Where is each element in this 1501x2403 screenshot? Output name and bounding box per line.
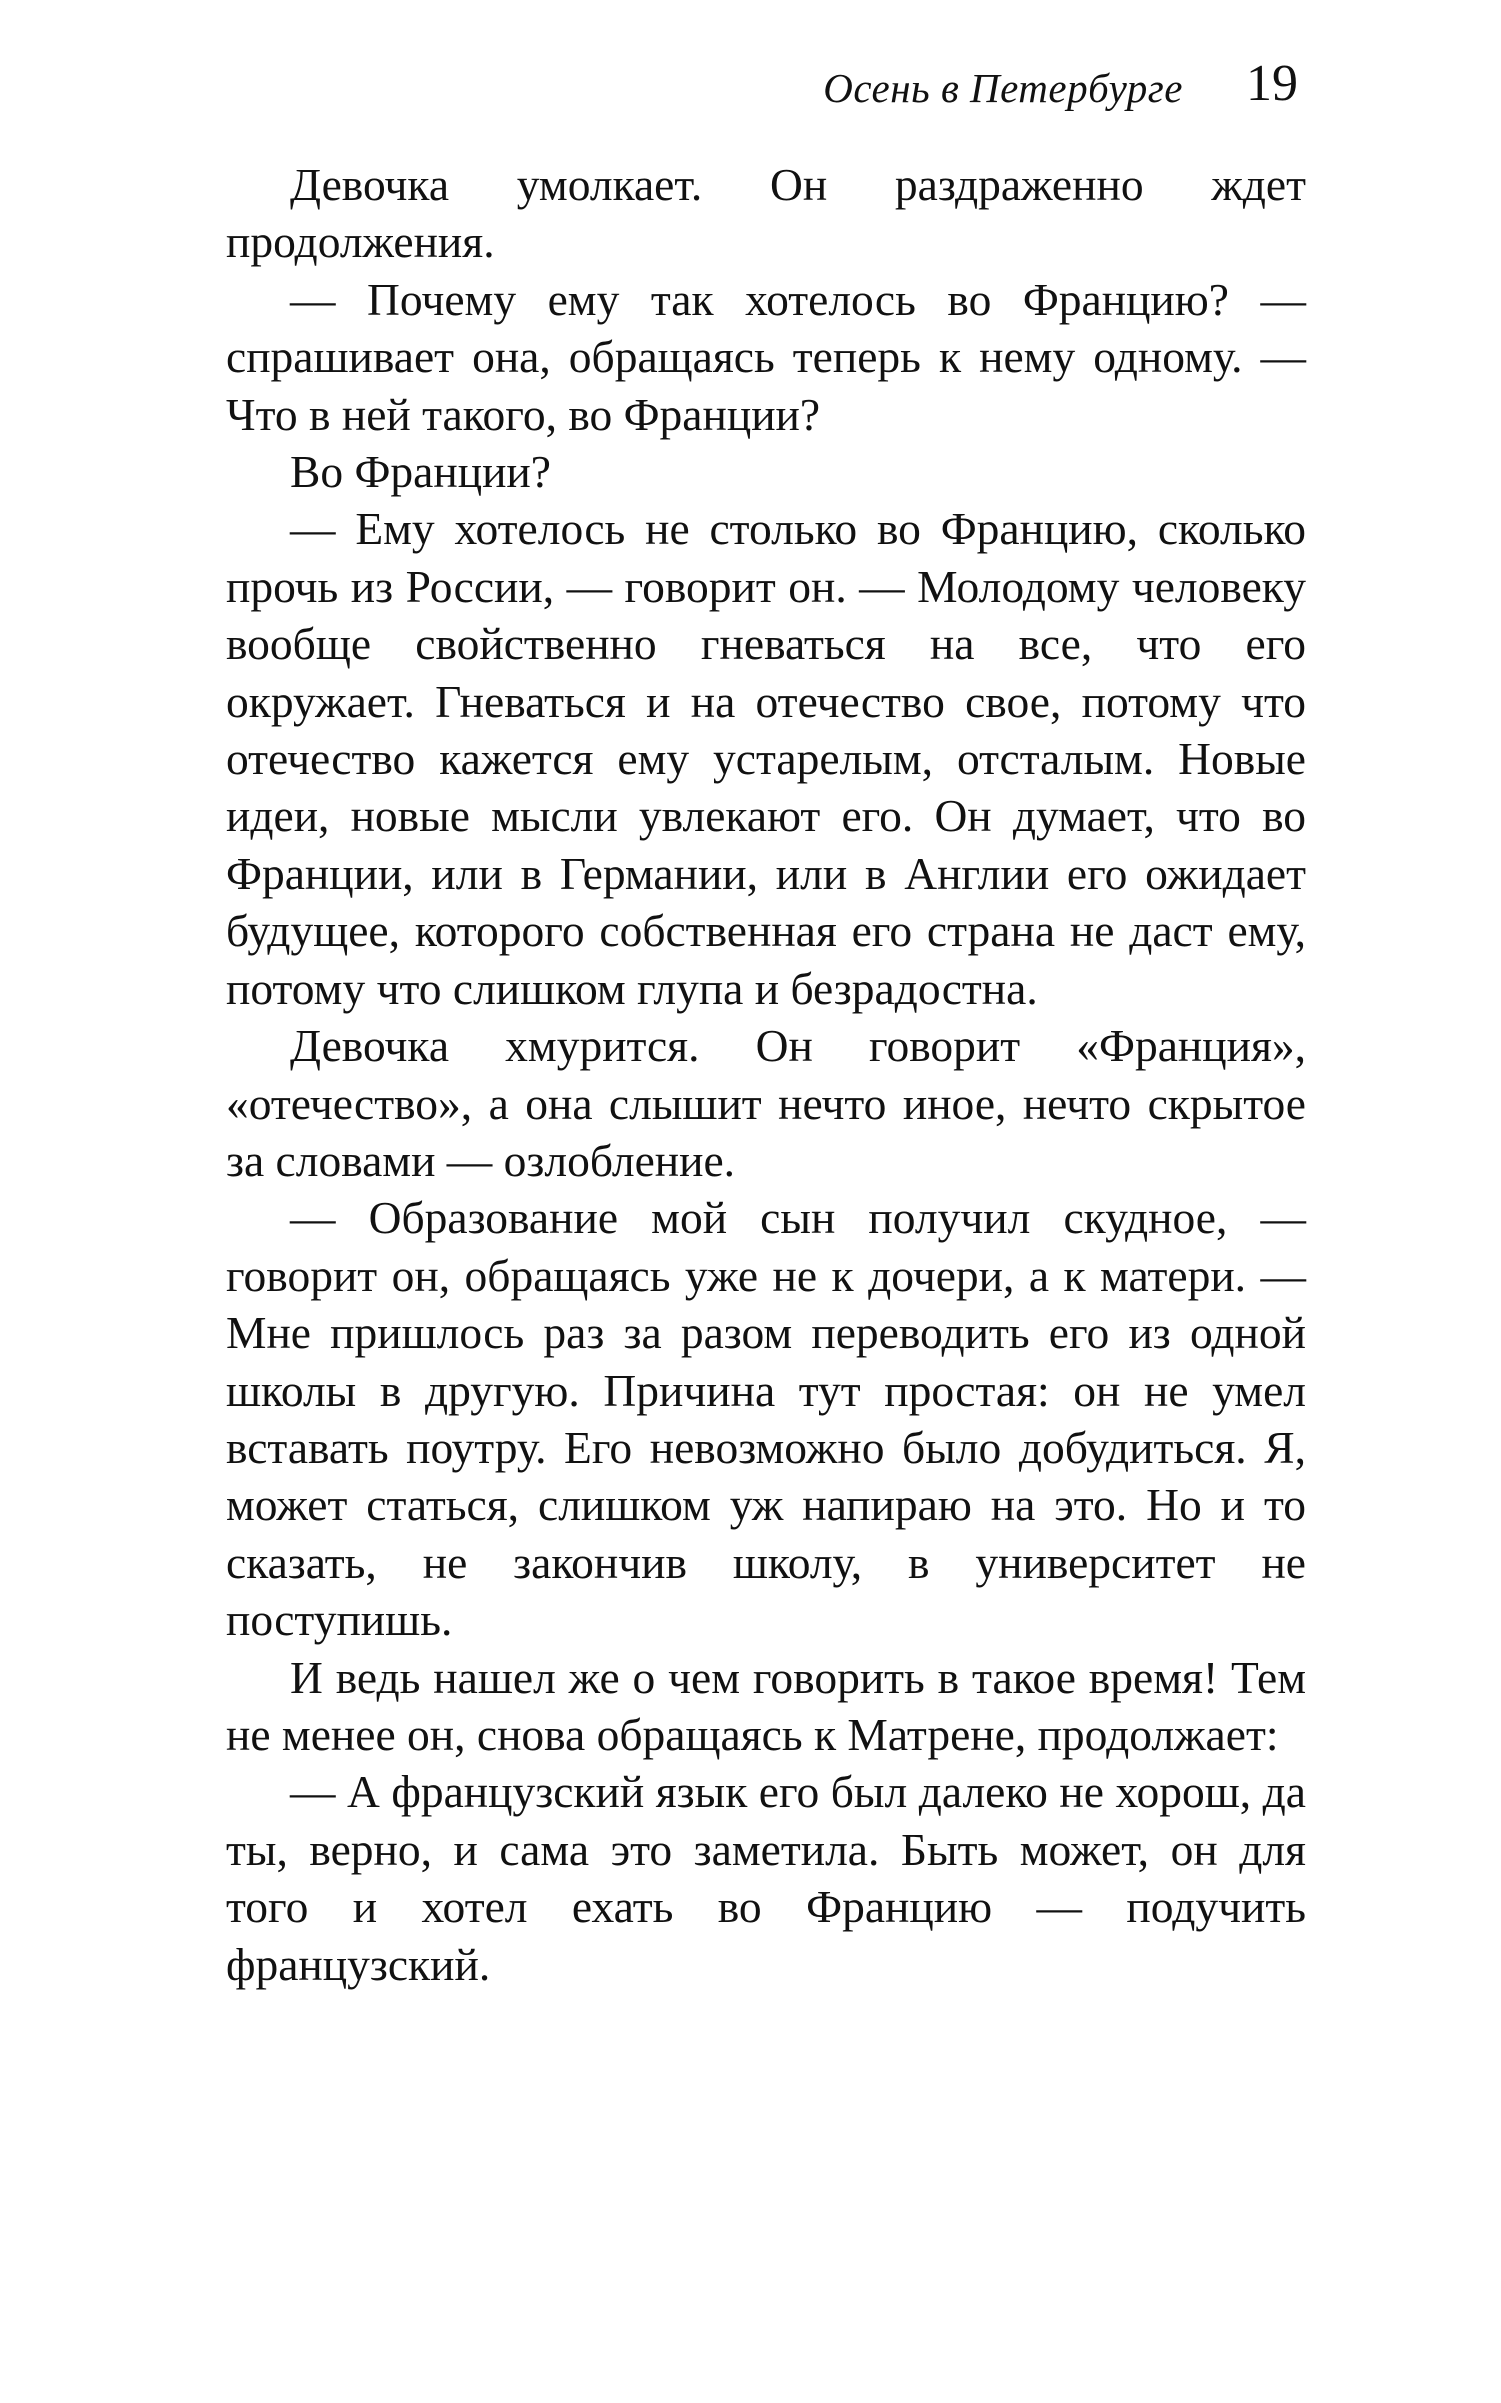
paragraph: — Ему хотелось не столько во Францию, сколько прочь из России, — говорит он. — Молодому человеку вообще свойственно гневаться на все, что его окружает. Гневаться и на отечество свое, потому что отечество кажется ему устарелым, отсталым. Новые идеи, новые мысли увлекают его. Он думает, что во Франции, или в Германии, или в Англии его ожидает будущее, которого собственная его страна не даст ему, потому что слишком глупа и безрадостна. xyxy=(226,503,1306,1014)
running-head xyxy=(226,54,1306,124)
paragraph: — А французский язык его был далеко не хорош, да ты, верно, и сама это заметила. Быть может, он для того и хотел ехать во Францию — подучить французский. xyxy=(226,1766,1306,1990)
page-number: 19 xyxy=(1246,55,1298,112)
paragraph: Во Франции? xyxy=(290,446,551,498)
paragraph: Девочка хмурится. Он говорит «Франция», «отечество», а она слышит нечто иное, нечто скрытое за словами — озлобление. xyxy=(226,1020,1306,1186)
paragraph: Девочка умолкает. Он раздраженно ждет продолжения. xyxy=(226,159,1306,268)
paragraph: — Почему ему так хотелось во Францию? — спрашивает она, обращаясь теперь к нему одному. — Что в ней такого, во Франции? xyxy=(226,273,1306,440)
running-title: Осень в Петербурге xyxy=(823,65,1183,111)
paragraph: — Образование мой сын получил скудное, — говорит он, обращаясь уже не к дочери, а к матери. — Мне пришлось раз за разом переводить его из одной школы в другую. Причина тут простая: он не умел вставать поутру. Его невозможно было добудиться. Я, может статься, слишком уж напираю на это. Но и то сказать, не закончив школу, в университет не поступишь. xyxy=(226,1192,1306,1646)
paragraph: И ведь нашел же о чем говорить в такое время! Тем не менее он, снова обращаясь к Матрене, продолжает: xyxy=(226,1651,1306,1760)
body-text xyxy=(226,156,1306,1993)
